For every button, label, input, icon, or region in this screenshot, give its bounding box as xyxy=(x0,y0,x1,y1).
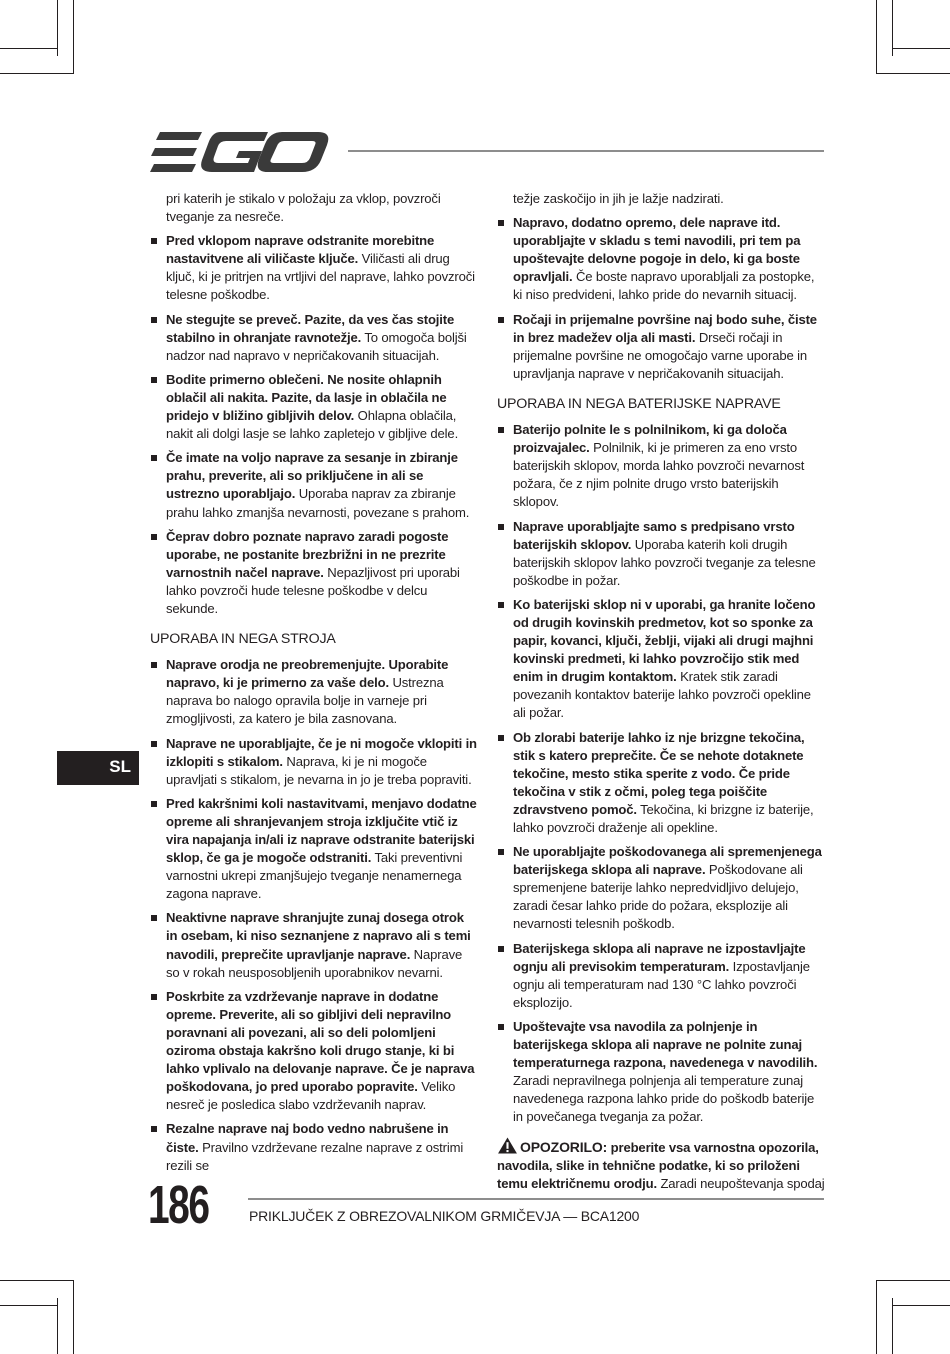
list-item xyxy=(497,518,825,590)
item-text: Tekočina, ki brizgne iz baterije, lahko povzroči draženje ali opekline. xyxy=(513,801,814,835)
footer-title: PRIKLJUČEK Z OBREZOVALNIKOM GRMIČEVJA — BCA1200 xyxy=(249,1208,640,1224)
section-title: UPORABA IN NEGA BATERIJSKE NAPRAVE xyxy=(497,395,781,412)
crop-mark xyxy=(876,73,950,74)
warning-label: OPOZORILO: xyxy=(520,1138,608,1155)
item-bold: Neaktivne naprave shranjujte zunaj dosega otrok in osebam, ki niso seznanjene z napravo ali s temi navodili, preprečite upravljanje naprave. xyxy=(166,910,471,962)
item-bold: Naprave ne uporabljajte, če je ni mogoče vklopiti in izklopiti s stikalom. xyxy=(166,735,477,769)
item-bold: Ob zlorabi baterije lahko iz nje brizgne tekočina, stik s katero preprečite. Če se nehote dotaknete tekočine, mesto stika sperite z vodo. Če pride tekočina v stik z očmi, poleg tega poiščite zdravstveno pomoč. xyxy=(513,729,805,817)
list-item xyxy=(150,449,478,521)
list-item xyxy=(497,214,825,304)
bullet-icon xyxy=(498,735,504,741)
bullet-icon xyxy=(498,849,504,855)
item-text: Naprava, ki je ni mogoče upravljati s stikalom, je nevarna in jo je treba popraviti. xyxy=(166,753,472,787)
item-text: Veliko nesreč je posledica slabo vzdrževanih naprav. xyxy=(166,1079,456,1113)
crop-mark xyxy=(73,1280,74,1354)
language-tab-label: SL xyxy=(109,757,131,776)
item-text: To omogoča boljši nadzor nad napravo v nepričakovanih situacijah. xyxy=(166,329,467,363)
bullet-icon xyxy=(498,602,504,608)
item-text: Poškodovane ali spremenjene baterije lahko nepredvidljivo delujejo, zaradi česar lahko pride do požara, eksplozije ali nevarnosti telesnih poškodb. xyxy=(513,862,803,932)
crop-mark xyxy=(892,1305,950,1306)
paragraph-continuation: težje zaskočijo in jih je lažje nadzirati. xyxy=(513,191,724,206)
page-number: 186 xyxy=(148,1175,209,1235)
item-text: Izpostavljanje ognju ali temperaturam nad 130 °C lahko povzroči eksplozijo. xyxy=(513,958,810,1010)
item-bold: Naprave uporabljajte samo s predpisano vrsto baterijskih sklopov. xyxy=(513,518,795,552)
item-bold: Ročaji in prijemalne površine naj bodo suhe, čiste in brez madežev olja ali masti. xyxy=(513,311,817,345)
list-item xyxy=(150,988,478,1115)
right-column xyxy=(497,190,825,1199)
list-item xyxy=(150,528,478,618)
crop-mark xyxy=(0,1305,58,1306)
crop-mark xyxy=(57,1298,58,1354)
list-item xyxy=(497,1018,825,1127)
list-item xyxy=(150,909,478,981)
bullet-icon xyxy=(151,994,157,1000)
crop-mark xyxy=(73,0,74,74)
item-bold: Pred kakršnimi koli nastavitvami, menjavo dodatne opreme ali shranjevanjem stroja izključite vtič iz vira napajanja in/ali iz naprave odstranite baterijski sklop, če ga je mogoče odstraniti. xyxy=(166,795,477,866)
list-item xyxy=(150,371,478,443)
warning-paragraph xyxy=(497,1137,825,1193)
item-text: Uporaba naprav za zbiranje prahu lahko zmanjša nevarnosti, povezane s prahom. xyxy=(166,486,470,520)
crop-mark xyxy=(892,48,950,49)
item-bold: Ko baterijski sklop ni v uporabi, ga hranite ločeno od drugih kovinskih predmetov, kot so sponke za papir, kovanci, ključi, žeblji, vijaki ali drugi majhni kovinski predmeti, ki lahko povzročijo stik med enim in drugim kontaktom. xyxy=(513,596,816,685)
item-text: Drseči ročaji in prijemalne površine ne omogočajo varne uporabe in upravljanja naprave v nepričakovanih situacijah. xyxy=(513,329,807,381)
warning-triangle-icon xyxy=(497,1137,518,1154)
item-bold: Ne uporabljajte poškodovanega ali spremenjenega baterijskega sklopa ali naprave. xyxy=(513,844,822,878)
bullet-icon xyxy=(151,741,157,747)
crop-mark xyxy=(876,0,877,74)
item-text: Če boste napravo uporabljali za postopke, ki niso predvideni, lahko pride do nevarnih situacij. xyxy=(513,269,815,303)
item-text: Kratek stik zaradi povezanih kontaktov baterije lahko povzroči opekline ali požar. xyxy=(513,669,811,721)
bullet-icon xyxy=(498,427,504,433)
crop-mark xyxy=(876,1280,950,1281)
item-bold: Baterijskega sklopa ali naprave ne izpostavljajte ognju ali previsokim temperaturam. xyxy=(513,940,806,974)
bullet-icon xyxy=(151,801,157,807)
list-item xyxy=(150,232,478,304)
list-item xyxy=(150,311,478,365)
left-column xyxy=(150,190,478,1181)
list-item xyxy=(150,795,478,904)
language-tab xyxy=(57,751,139,785)
bullet-icon xyxy=(498,317,504,323)
list-item xyxy=(150,656,478,728)
item-text: Polnilnik, ki je primeren za eno vrsto baterijskih sklopov, morda lahko povzroči nevarnost požara, če z njim polnite drugo vrsto baterijskih sklopov. xyxy=(513,440,805,510)
item-text: Viličasti ali drug ključ, ki je pritrjen na vrtljivi del naprave, lahko povzroči telesne poškodbe. xyxy=(166,251,475,303)
list-item xyxy=(150,1120,478,1174)
list-item xyxy=(497,729,825,838)
list-item xyxy=(497,421,825,511)
paragraph-continuation: pri katerih je stikalo v položaju za vklop, povzroči tveganje za nesreče. xyxy=(166,191,441,225)
crop-mark xyxy=(57,0,58,56)
item-bold: Rezalne naprave naj bodo vedno nabrušene in čiste. xyxy=(166,1121,449,1155)
item-bold: Pred vklopom naprave odstranite morebitne nastavitvene ali viličaste ključe. xyxy=(166,233,435,267)
item-text: Nepazljivost pri uporabi lahko povzroči hude telesne poškodbe v delcu sekunde. xyxy=(166,564,460,616)
crop-mark xyxy=(0,48,58,49)
bullet-icon xyxy=(151,317,157,323)
list-item xyxy=(497,596,825,723)
bullet-icon xyxy=(498,946,504,952)
item-bold: Upoštevajte vsa navodila za polnjenje in baterijskega sklopa ali naprave ne polnite zunaj temperaturnega razpona, navedenega v navodilih. xyxy=(513,1018,818,1071)
item-text: Ohlapna oblačila, nakit ali dolgi lasje se lahko zapletejo v gibljive dele. xyxy=(166,408,459,442)
warning-text: Zaradi neupoštevanja spodaj xyxy=(656,1175,825,1191)
bullet-icon xyxy=(151,1126,157,1132)
item-text: Taki preventivni varnostni ukrepi zmanjšujejo tveganje nenamernega zagona naprave. xyxy=(166,850,463,902)
item-bold: Ne stegujte se preveč. Pazite, da ves čas stojite stabilno in ohranjate ravnotežje. xyxy=(166,311,455,345)
item-text: Naprave so v rokah neusposobljenih uporabnikov nevarni. xyxy=(166,946,463,980)
header-rule xyxy=(348,150,824,152)
list-item xyxy=(497,940,825,1012)
item-bold: Čeprav dobro poznate napravo zaradi pogoste uporabe, ne postanite brezbrižni in ne prezrite varnostnih načel naprave. xyxy=(166,528,449,580)
item-bold: Napravo, dodatno opremo, dele naprave itd. uporabljajte v skladu s temi navodili, pri tem pa upoštevajte delovne pogoje in delo, ki ga boste opravljali. xyxy=(513,215,801,285)
item-bold: Bodite primerno oblečeni. Ne nosite ohlapnih oblačil ali nakita. Pazite, da lasje in oblačila ne pridejo v bližino gibljivih delov. xyxy=(166,371,447,424)
bullet-icon xyxy=(498,1024,504,1030)
bullet-icon xyxy=(151,377,157,383)
item-bold: Če imate na voljo naprave za sesanje in zbiranje prahu, preverite, ali so priključene in ali se ustrezno uporabljajo. xyxy=(166,450,458,502)
bullet-icon xyxy=(498,220,504,226)
list-item xyxy=(497,311,825,383)
item-text: Pravilno vzdrževane rezalne naprave z ostrimi rezili se xyxy=(166,1139,464,1173)
bullet-icon xyxy=(151,915,157,921)
warning-bold: preberite vsa varnostna opozorila, navodila, slike in tehnične podatke, ki so priloženi temu električnemu orodju. xyxy=(497,1139,819,1191)
item-bold: Baterijo polnite le s polnilnikom, ki ga določa proizvajalec. xyxy=(513,422,787,456)
item-bold: Poskrbite za vzdrževanje naprave in dodatne opreme. Preverite, ali so gibljivi deli nepravilno poravnani ali povezani, ali so deli polomljeni oziroma obstaja kakršno koli drugo stanje, ki bi lahko vplivalo na delovanje naprave. Če je naprava poškodovana, jo pred uporabo popravite. xyxy=(166,988,475,1095)
crop-mark xyxy=(892,0,893,56)
footer-rule xyxy=(248,1198,824,1200)
section-title: UPORABA IN NEGA STROJA xyxy=(150,631,336,648)
crop-mark xyxy=(0,1280,74,1281)
bullet-icon xyxy=(151,534,157,540)
crop-mark xyxy=(892,1298,893,1354)
item-text: Ustrezna naprava bo nalogo opravila bolje in varneje pri zmogljivosti, za katero je bila zasnovana. xyxy=(166,675,444,727)
list-item xyxy=(497,843,825,933)
ego-logo xyxy=(150,132,330,172)
item-text: Uporaba katerih koli drugih baterijskih sklopov lahko povzroči tveganje za telesne poškodbe in požar. xyxy=(513,536,816,588)
list-item xyxy=(150,735,478,789)
bullet-icon xyxy=(151,455,157,461)
item-text: Zaradi nepravilnega polnjenja ali temperature zunaj navedenega razpona lahko pride do poškodb baterije in povečanega tveganja za požar. xyxy=(513,1073,815,1125)
crop-mark xyxy=(0,73,74,74)
crop-mark xyxy=(876,1280,877,1354)
bullet-icon xyxy=(151,238,157,244)
bullet-icon xyxy=(151,662,157,668)
bullet-icon xyxy=(498,524,504,530)
item-bold: Naprave orodja ne preobremenjujte. Uporabite napravo, ki je primerno za vaše delo. xyxy=(166,657,449,691)
